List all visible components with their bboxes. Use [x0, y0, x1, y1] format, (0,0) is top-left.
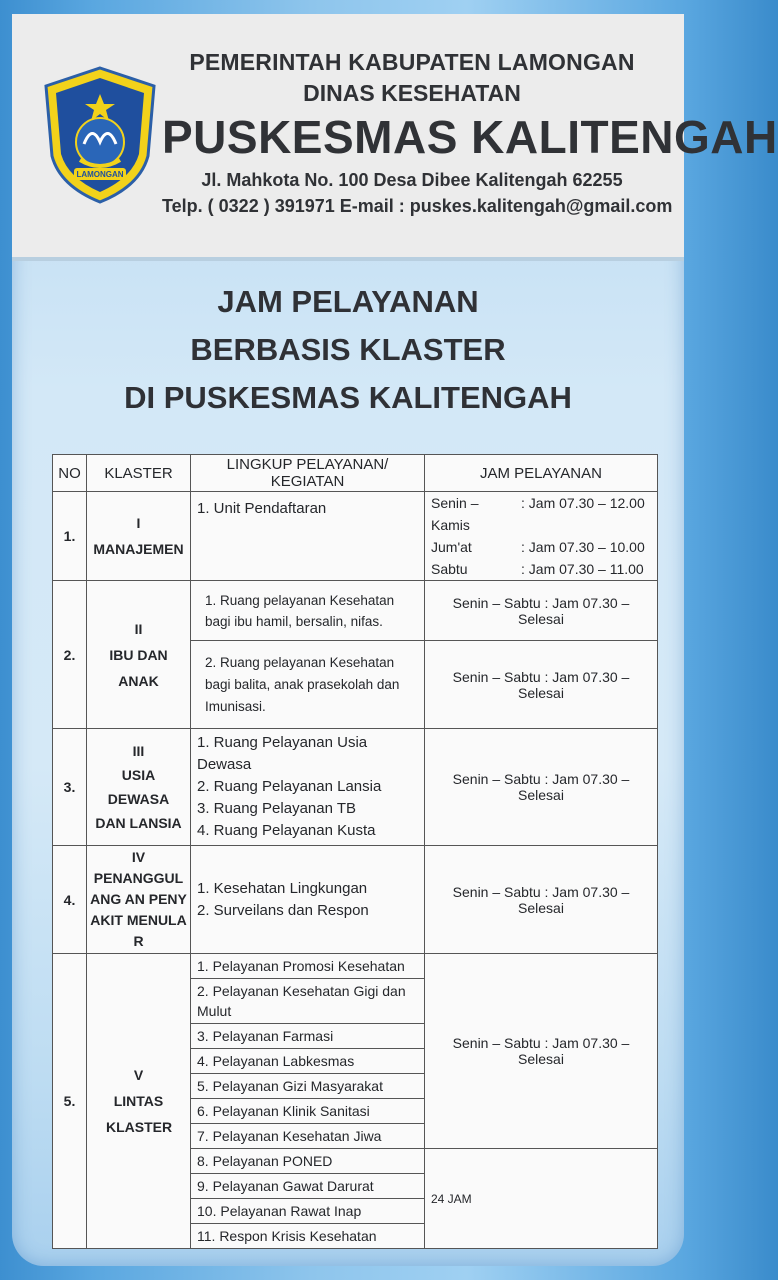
page-title-line3: DI PUSKESMAS KALITENGAH — [124, 380, 572, 415]
government-name: PEMERINTAH KABUPATEN LAMONGAN — [189, 49, 635, 75]
hours-line — [431, 536, 651, 558]
table-row — [53, 492, 658, 581]
schedule-table — [52, 454, 658, 1249]
table-row — [53, 846, 658, 954]
service-item: 1. Kesehatan Lingkungan — [197, 879, 368, 897]
cluster-cell — [87, 954, 191, 1249]
service-item: 1. Unit Pendaftaran — [197, 500, 327, 517]
hours-day: Senin – Kamis — [431, 495, 479, 533]
service-item: 2. Ruang Pelayanan Lansia — [197, 778, 382, 795]
hours-cell: Senin – Sabtu : Jam 07.30 – Selesai — [425, 581, 658, 641]
cluster-cell — [87, 729, 191, 846]
service-item: 3. Pelayanan Farmasi — [191, 1024, 425, 1049]
header-lingkup: LINGKUP PELAYANAN/ KEGIATAN — [191, 455, 425, 492]
service-item: 8. Pelayanan PONED — [191, 1149, 425, 1174]
hours-cell: Senin – Sabtu : Jam 07.30 – Selesai — [425, 846, 658, 954]
contact-info: Telp. ( 0322 ) 391971 E-mail : puskes.kalitengah@gmail.com — [162, 196, 673, 216]
service-item: 1. Ruang Pelayanan Usia Dewasa — [197, 734, 368, 773]
service-item: 6. Pelayanan Klinik Sanitasi — [191, 1099, 425, 1124]
cluster-number: V — [133, 1067, 144, 1083]
page-title-line2: BERBASIS KLASTER — [190, 332, 506, 367]
header-no: NO — [53, 455, 87, 492]
row-number: 4. — [53, 846, 87, 954]
cluster-name: USIA DEWASA DAN LANSIA — [95, 767, 182, 831]
service-item: 3. Ruang Pelayanan TB — [197, 800, 357, 817]
cluster-number: I — [136, 515, 141, 531]
table-row — [53, 954, 658, 979]
header-panel — [12, 14, 778, 261]
service-item: 9. Pelayanan Gawat Darurat — [191, 1174, 425, 1199]
service-item: 4. Ruang Pelayanan Kusta — [197, 822, 376, 839]
hours-time: : Jam 07.30 – 11.00 — [521, 561, 644, 577]
cluster-number: IV — [131, 849, 146, 865]
service-item: 1. Pelayanan Promosi Kesehatan — [191, 954, 425, 979]
table-header-row — [53, 455, 658, 492]
cluster-cell — [87, 581, 191, 729]
banner — [12, 14, 778, 1266]
header-klaster: KLASTER — [87, 455, 191, 492]
service-item: 7. Pelayanan Kesehatan Jiwa — [191, 1124, 425, 1149]
table-row — [53, 729, 658, 846]
logo-text: LAMONGAN — [76, 170, 124, 179]
service-item: 2. Pelayanan Kesehatan Gigi dan Mulut — [191, 979, 425, 1024]
hours-day: Jum'at — [431, 539, 472, 555]
service-item: 5. Pelayanan Gizi Masyarakat — [191, 1074, 425, 1099]
row-number: 5. — [53, 954, 87, 1249]
cluster-name: IBU DAN ANAK — [109, 646, 168, 689]
department-name: DINAS KESEHATAN — [303, 80, 521, 106]
row-number: 1. — [53, 492, 87, 581]
cluster-number: III — [132, 743, 145, 759]
hours-line — [431, 558, 651, 580]
cluster-name: MANAJEMEN — [93, 541, 184, 557]
cluster-cell — [87, 846, 191, 954]
address: Jl. Mahkota No. 100 Desa Dibee Kalitengah 62255 — [201, 170, 623, 190]
service-item: 11. Respon Krisis Kesehatan — [191, 1224, 425, 1249]
puskesmas-name: PUSKESMAS KALITENGAH — [162, 111, 778, 163]
hours-cell: 24 JAM — [425, 1149, 658, 1249]
table-row — [53, 581, 658, 641]
cluster-cell — [87, 492, 191, 581]
cluster-name: LINTAS KLASTER — [106, 1093, 173, 1135]
cluster-name: PENANGGULANG AN PENYAKIT MENULAR — [90, 870, 187, 949]
hours-time: : Jam 07.30 – 12.00 — [521, 495, 645, 511]
hours-line — [431, 492, 651, 536]
service-item: 4. Pelayanan Labkesmas — [191, 1049, 425, 1074]
hours-time: : Jam 07.30 – 10.00 — [521, 539, 645, 555]
cluster-number: II — [134, 620, 143, 637]
hours-cell: Senin – Sabtu : Jam 07.30 – Selesai — [425, 729, 658, 846]
hours-cell: Senin – Sabtu : Jam 07.30 – Selesai — [425, 954, 658, 1149]
row-number: 3. — [53, 729, 87, 846]
page-title-line1: JAM PELAYANAN — [217, 284, 479, 319]
header-jam: JAM PELAYANAN — [425, 455, 658, 492]
service-item: 1. Ruang pelayanan Kesehatan bagi ibu hamil, bersalin, nifas. — [191, 581, 425, 641]
hours-cell: Senin – Sabtu : Jam 07.30 – Selesai — [425, 641, 658, 729]
service-item: 2. Surveilans dan Respon — [197, 901, 369, 919]
service-cell — [191, 492, 425, 581]
row-number: 2. — [53, 581, 87, 729]
service-item: 2. Ruang pelayanan Kesehatan bagi balita, anak prasekolah dan Imunisasi. — [191, 641, 425, 729]
service-item: 10. Pelayanan Rawat Inap — [191, 1199, 425, 1224]
lamongan-logo-icon — [40, 64, 160, 206]
service-cell — [191, 846, 425, 954]
hours-day: Sabtu — [431, 561, 468, 577]
service-cell — [191, 729, 425, 846]
hours-cell — [425, 492, 658, 581]
